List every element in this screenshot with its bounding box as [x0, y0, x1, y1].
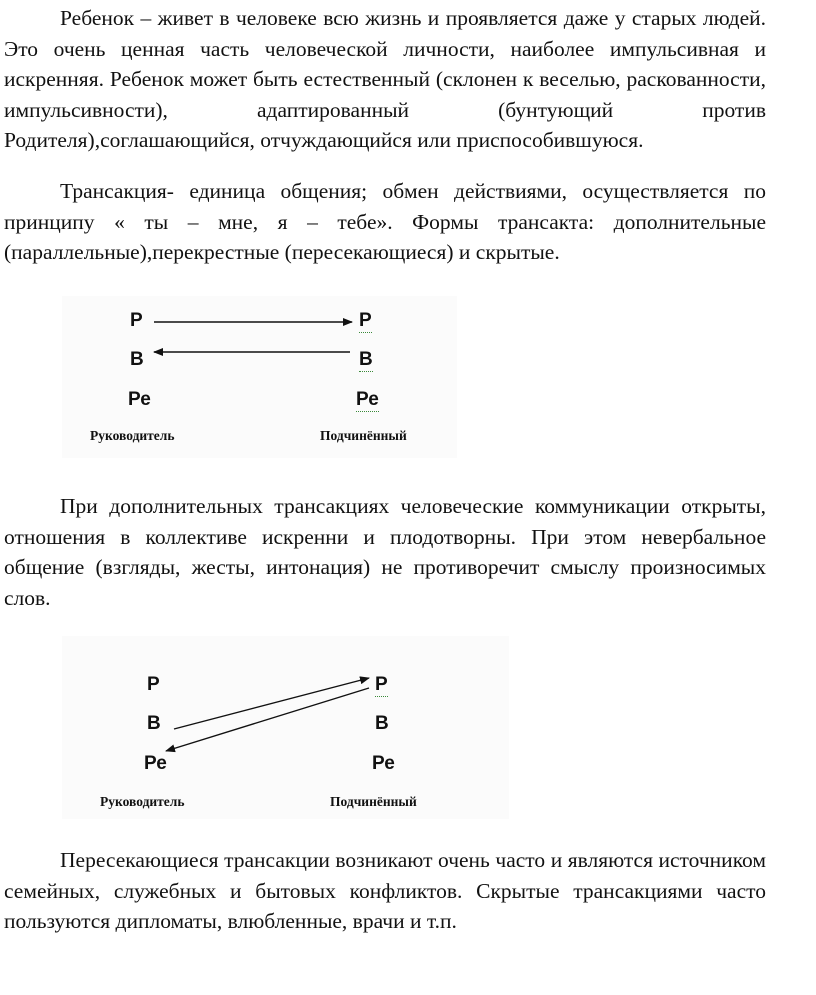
paragraph-child-ego-state: Ребенок – живет в человеке всю жизнь и проявляется даже у старых людей. Это очень ценная часть человеческой личности, наиболее импульсивная и искренняя. Ребенок может быть естественный (склонен к веселью, раскованности, импульсивности), адаптированный (бунтующий против Родителя),соглашающийся, отчуждающийся или приспособившуюся. [4, 6, 766, 152]
paragraph-complementary-transactions: При дополнительных трансакциях человеческие коммуникации открыты, отношения в коллективе искренни и плодотворны. При этом невербальное общение (взгляды, жесты, интонация) не противоречит смыслу произносимых слов. [4, 494, 766, 610]
diagram2-left-adult: В [147, 713, 161, 734]
diagram2-left-caption: Руководитель [100, 794, 185, 809]
diagram2-right-adult: В [375, 713, 389, 734]
diagram2-right-parent: Р [375, 674, 388, 695]
diagram2-right-child: Ре [372, 753, 395, 774]
diagram1-left-adult: В [130, 349, 144, 370]
diagram2-arrows [62, 636, 509, 819]
paragraph-crossed-transactions: Пересекающиеся трансакции возникают очень часто и являются источником семейных, служебных и бытовых конфликтов. Скрытые трансакциями часто пользуются дипломаты, влюбленные, врачи и т.п. [4, 848, 766, 933]
diagram1-right-caption: Подчинённый [320, 428, 407, 443]
paragraph-transaction-definition: Трансакция- единица общения; обмен действиями, осуществляется по принципу « ты – мне, я – тебе». Формы трансакта: дополнительные (параллельные),перекрестные (пересекающиеся) и скрытые. [4, 179, 766, 264]
diagram1-right-child: Ре [356, 389, 379, 410]
diagram2-arrow-parent-to-child [166, 688, 369, 751]
diagram-crossed-transaction [62, 636, 509, 819]
diagram1-right-parent: Р [359, 310, 372, 331]
diagram2-left-parent: Р [147, 674, 160, 695]
diagram1-left-child: Ре [128, 389, 151, 410]
diagram2-left-child: Ре [144, 753, 167, 774]
diagram1-arrows [62, 296, 457, 458]
diagram1-left-caption: Руководитель [90, 428, 175, 443]
diagram-complementary-transaction [62, 296, 457, 458]
diagram1-left-parent: Р [130, 310, 143, 331]
diagram2-arrow-adult-to-parent [174, 678, 369, 729]
diagram2-right-caption: Подчинённый [330, 794, 417, 809]
diagram1-right-adult: В [359, 349, 373, 370]
